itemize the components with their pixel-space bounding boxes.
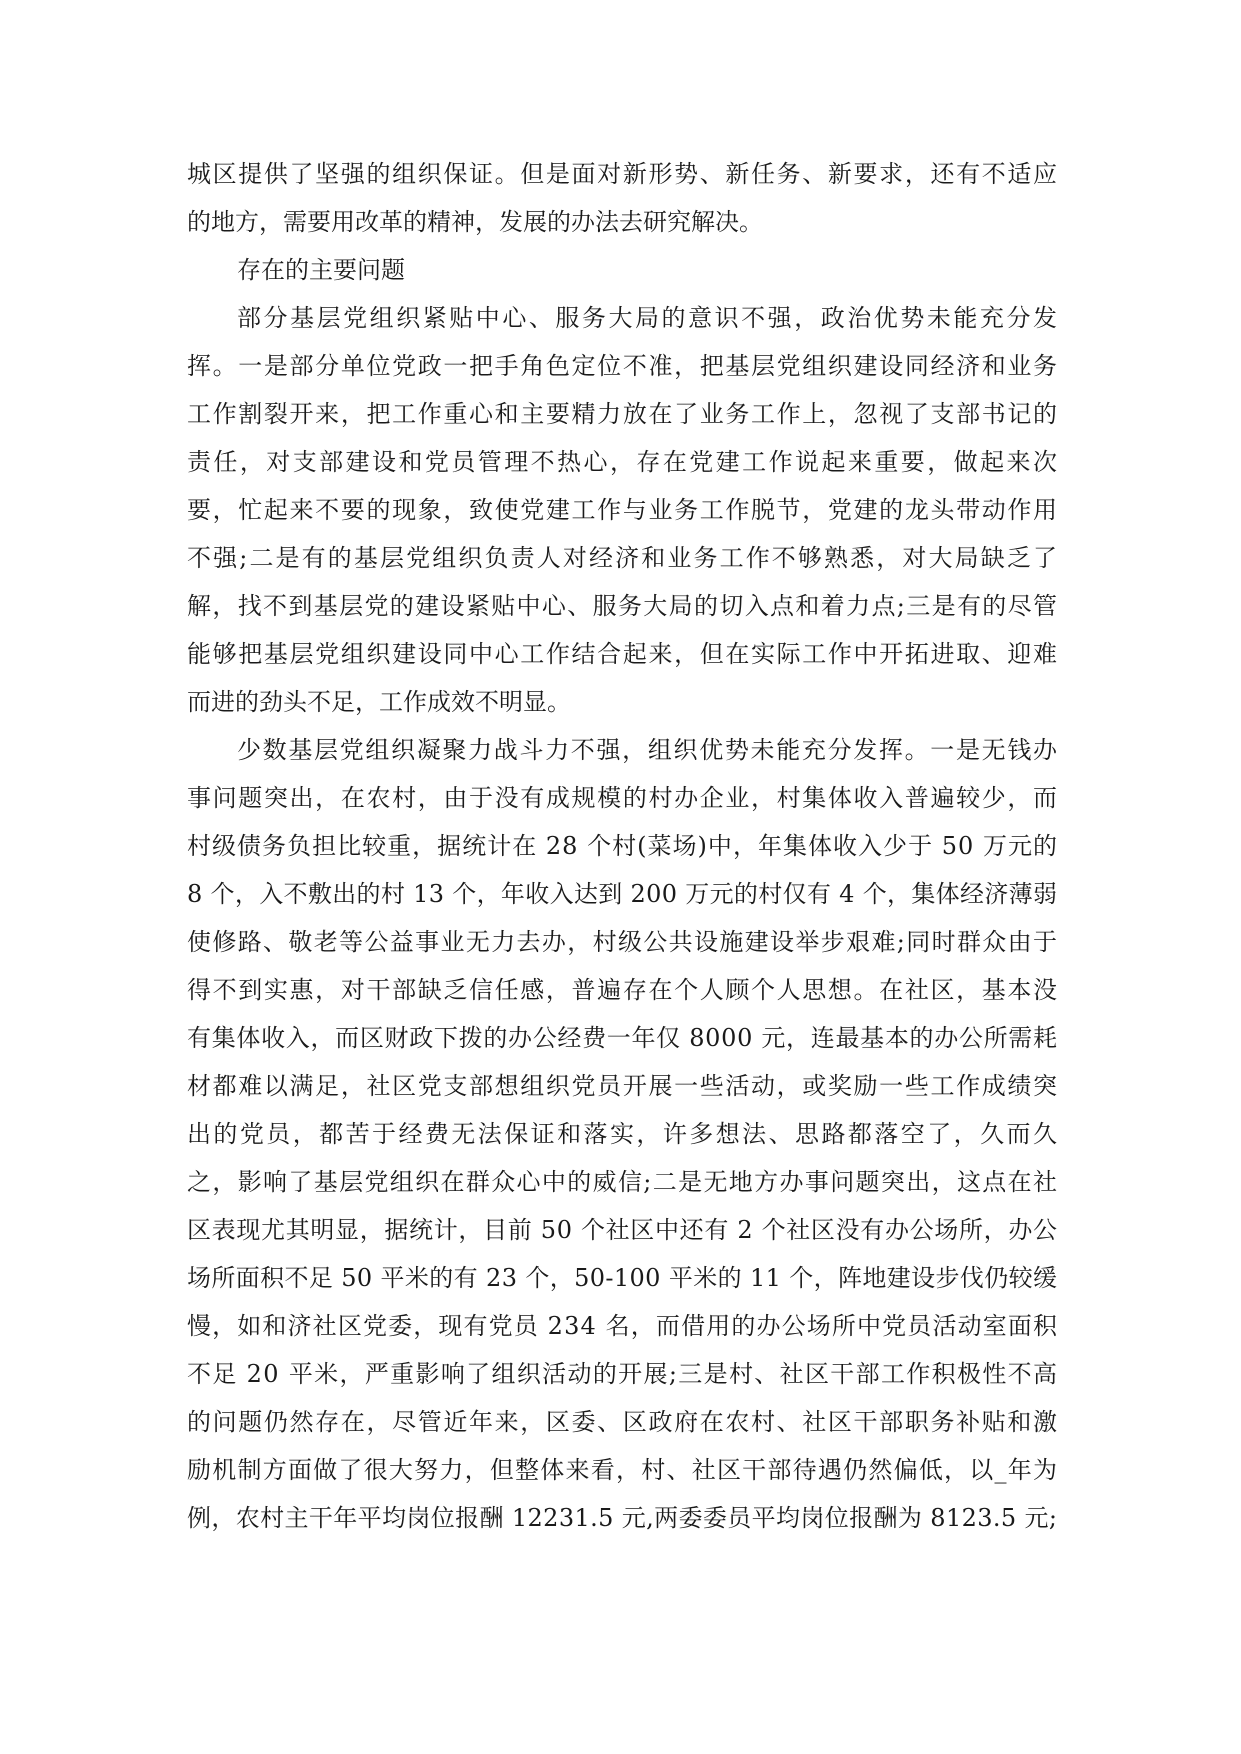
text-line: 不足 20 平米，严重影响了组织活动的开展;三是村、社区干部工作积极性不高 bbox=[187, 1360, 1059, 1388]
text-line: 部分基层党组织紧贴中心、服务大局的意识不强，政治优势未能充分发 bbox=[237, 304, 1060, 332]
text-line: 之，影响了基层党组织在群众心中的威信;二是无地方办事问题突出，这点在社 bbox=[187, 1168, 1059, 1196]
text-line: 的地方，需要用改革的精神，发展的办法去研究解决。 bbox=[187, 208, 763, 236]
text-line: 城区提供了坚强的组织保证。但是面对新形势、新任务、新要求，还有不适应 bbox=[187, 160, 1059, 188]
text-line: 而进的劲头不足，工作成效不明显。 bbox=[187, 688, 571, 716]
text-line: 出的党员，都苦于经费无法保证和落实，许多想法、思路都落空了，久而久 bbox=[187, 1120, 1060, 1148]
text-line: 场所面积不足 50 平米的有 23 个，50-100 平米的 11 个，阵地建设步伐仍较缓 bbox=[187, 1264, 1058, 1292]
text-line: 存在的主要问题 bbox=[237, 256, 405, 284]
text-line: 责任，对支部建设和党员管理不热心，存在党建工作说起来重要，做起来次 bbox=[187, 448, 1060, 476]
text-line: 工作割裂开来，把工作重心和主要精力放在了业务工作上，忽视了支部书记的 bbox=[187, 400, 1059, 428]
body-text bbox=[187, 150, 1060, 1542]
text-line: 能够把基层党组织建设同中心工作结合起来，但在实际工作中开拓进取、迎难 bbox=[187, 640, 1059, 668]
text-line: 8 个，入不敷出的村 13 个，年收入达到 200 万元的村仅有 4 个，集体经济薄弱 bbox=[187, 880, 1058, 908]
text-line: 励机制方面做了很大努力，但整体来看，村、社区干部待遇仍然偏低，以_年为 bbox=[187, 1456, 1059, 1484]
text-line: 区表现尤其明显，据统计，目前 50 个社区中还有 2 个社区没有办公场所，办公 bbox=[187, 1216, 1058, 1244]
text-line: 的问题仍然存在，尽管近年来，区委、区政府在农村、社区干部职务补贴和激 bbox=[187, 1408, 1059, 1436]
text-line: 得不到实惠，对干部缺乏信任感，普遍存在个人顾个人思想。在社区，基本没 bbox=[187, 976, 1059, 1004]
text-line: 不强;二是有的基层党组织负责人对经济和业务工作不够熟悉，对大局缺乏了 bbox=[187, 544, 1060, 572]
text-line: 少数基层党组织凝聚力战斗力不强，组织优势未能充分发挥。一是无钱办 bbox=[237, 736, 1059, 764]
text-line: 解，找不到基层党的建设紧贴中心、服务大局的切入点和着力点;三是有的尽管 bbox=[187, 592, 1059, 620]
text-line: 使修路、敬老等公益事业无力去办，村级公共设施建设举步艰难;同时群众由于 bbox=[187, 928, 1059, 956]
text-line: 慢，如和济社区党委，现有党员 234 名，而借用的办公场所中党员活动室面积 bbox=[187, 1312, 1059, 1340]
text-line: 挥。一是部分单位党政一把手角色定位不准，把基层党组织建设同经济和业务 bbox=[187, 352, 1059, 380]
text-line: 例，农村主干年平均岗位报酬 12231.5 元,两委委员平均岗位报酬为 8123.5 元; bbox=[187, 1504, 1058, 1532]
text-line: 村级债务负担比较重，据统计在 28 个村(菜场)中，年集体收入少于 50 万元的 bbox=[187, 832, 1059, 860]
text-line: 事问题突出，在农村，由于没有成规模的村办企业，村集体收入普遍较少，而 bbox=[187, 784, 1059, 812]
text-line: 有集体收入，而区财政下拨的办公经费一年仅 8000 元，连最基本的办公所需耗 bbox=[187, 1024, 1058, 1052]
text-line: 材都难以满足，社区党支部想组织党员开展一些活动，或奖励一些工作成绩突 bbox=[187, 1072, 1059, 1100]
text-line: 要，忙起来不要的现象，致使党建工作与业务工作脱节，党建的龙头带动作用 bbox=[187, 496, 1059, 524]
